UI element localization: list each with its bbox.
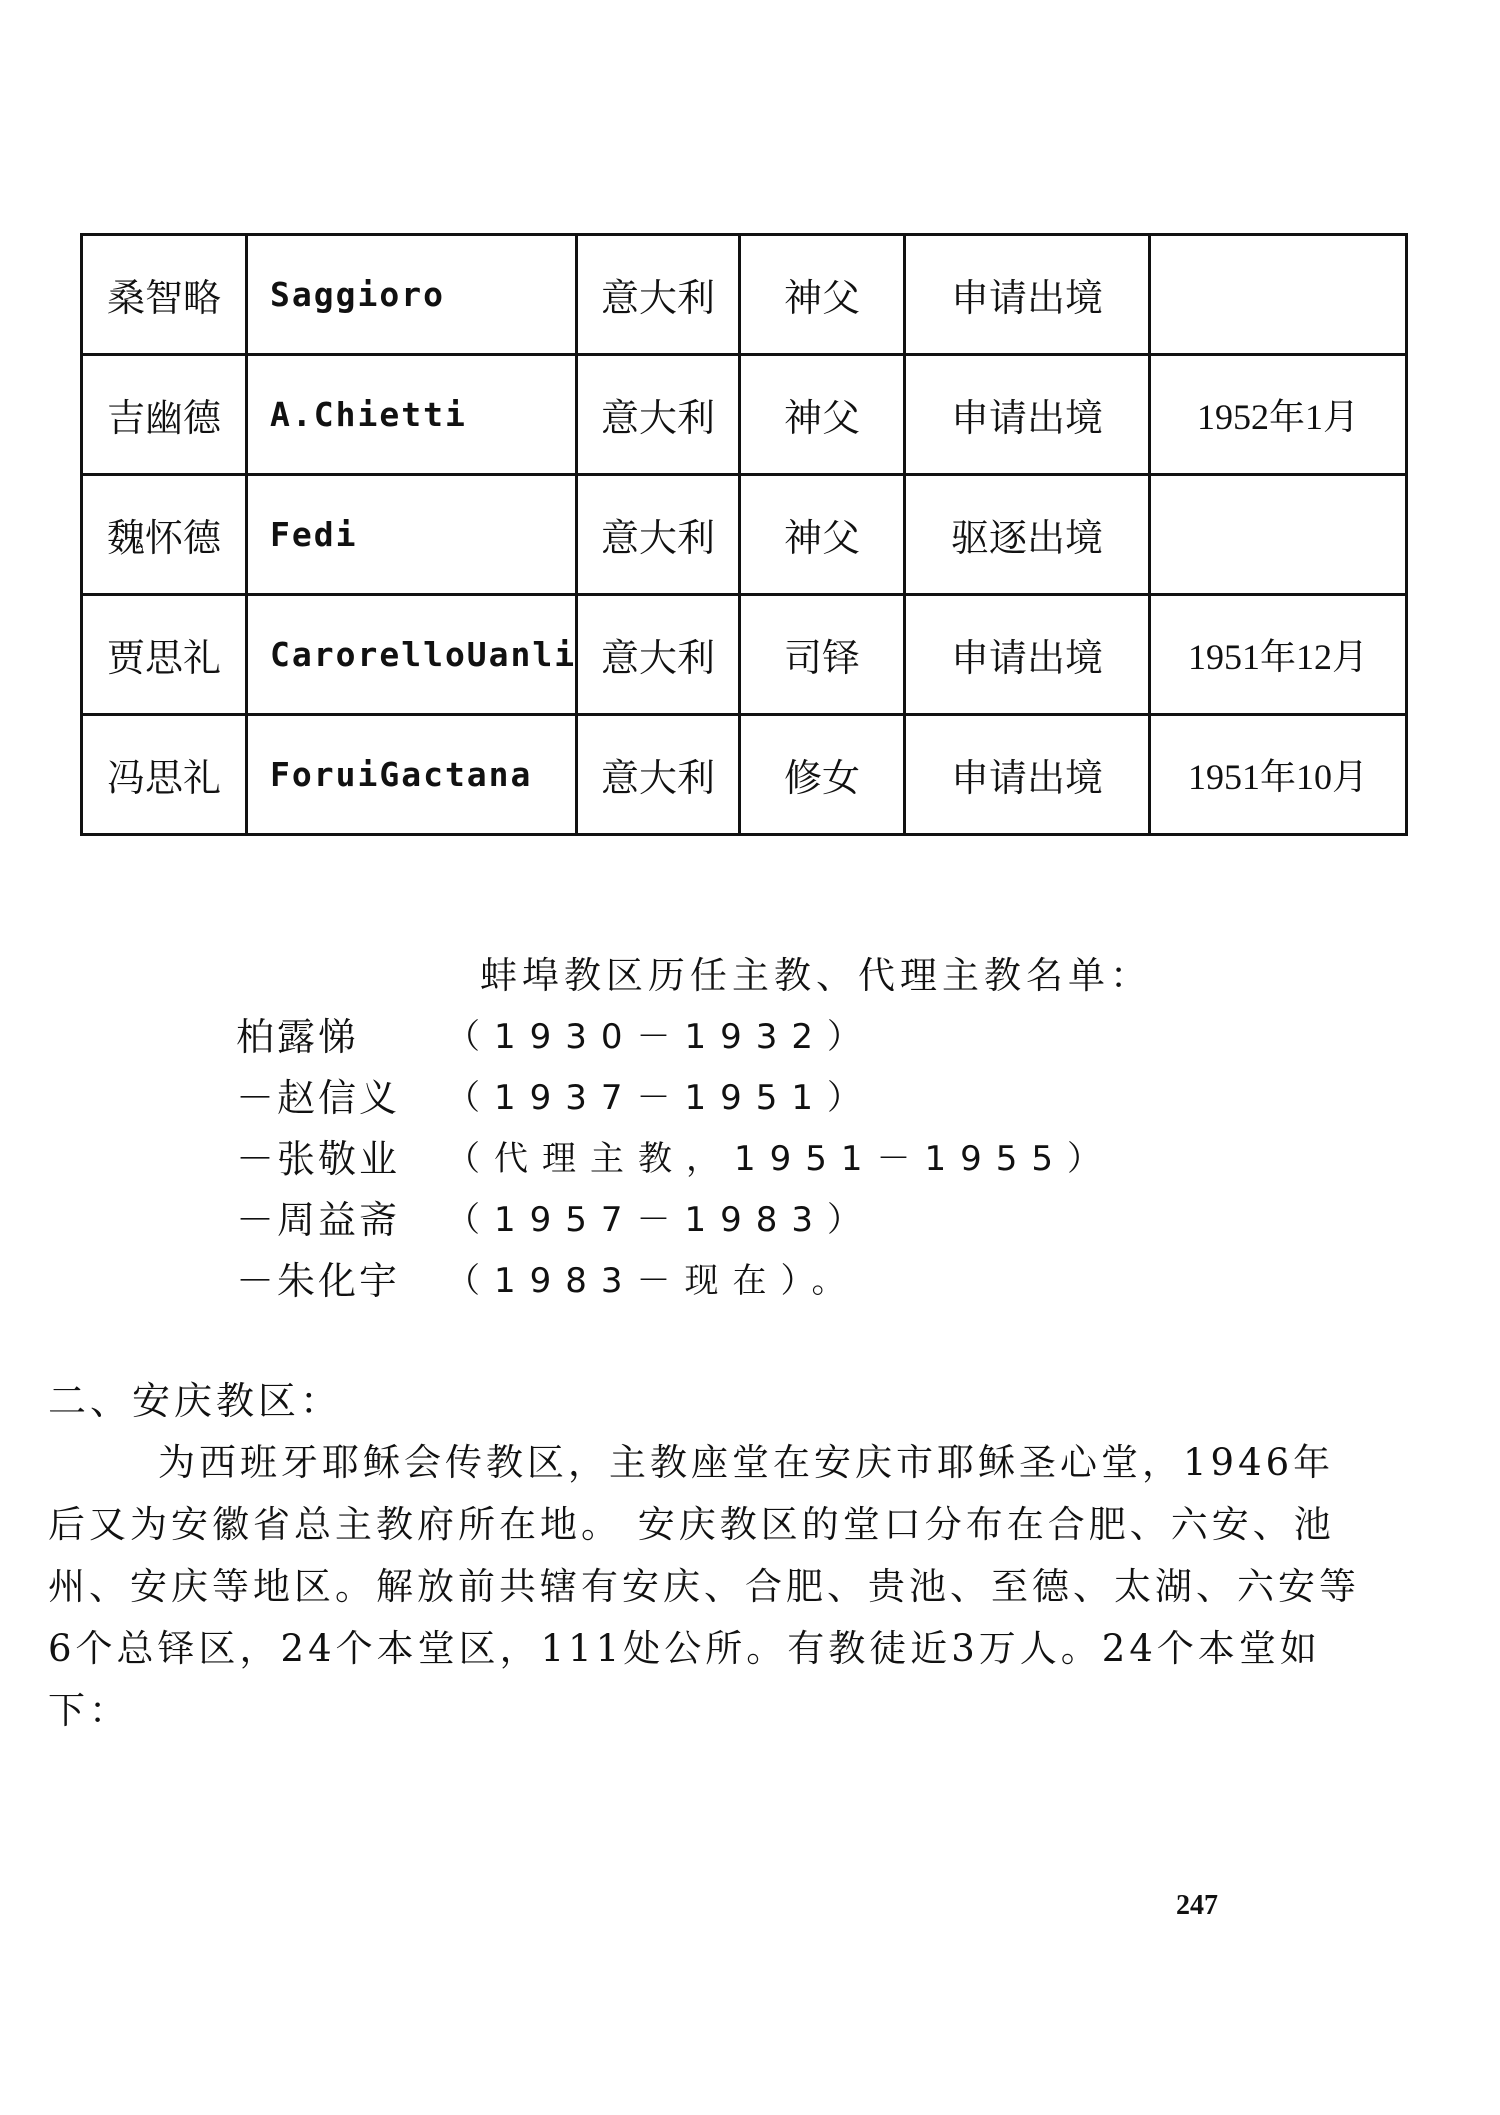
bishop-name: －张敬业 — [236, 1137, 401, 1181]
nationality-cell: 意大利 — [577, 715, 740, 835]
date-cell — [1150, 475, 1407, 595]
bishop-name: －周益斋 — [236, 1198, 401, 1242]
bishop-list-item — [236, 1064, 1115, 1125]
table-row — [82, 235, 1407, 355]
chinese-name-cell: 桑智略 — [82, 235, 247, 355]
table-row — [82, 475, 1407, 595]
role-cell: 神父 — [740, 355, 905, 475]
latin-name-cell: CarorelloUanli — [247, 595, 577, 715]
bishop-list-item — [236, 1186, 1115, 1247]
bishop-list-item — [236, 1125, 1115, 1186]
bishop-list — [236, 1003, 1115, 1308]
body-paragraph — [48, 1432, 1368, 1742]
status-cell: 申请出境 — [905, 235, 1150, 355]
nationality-cell: 意大利 — [577, 235, 740, 355]
latin-name-cell: ForuiGactana — [247, 715, 577, 835]
missionary-table — [80, 233, 1408, 836]
status-cell: 申请出境 — [905, 595, 1150, 715]
bishop-name: 柏露悌 — [236, 1015, 360, 1059]
status-cell: 申请出境 — [905, 355, 1150, 475]
status-cell: 驱逐出境 — [905, 475, 1150, 595]
role-cell: 修女 — [740, 715, 905, 835]
missionary-table-wrapper — [80, 233, 1405, 836]
role-cell: 司铎 — [740, 595, 905, 715]
chinese-name-cell: 贾思礼 — [82, 595, 247, 715]
nationality-cell: 意大利 — [577, 475, 740, 595]
latin-name-cell: A.Chietti — [247, 355, 577, 475]
date-cell: 1952年1月 — [1150, 355, 1407, 475]
latin-name-cell: Saggioro — [247, 235, 577, 355]
role-cell: 神父 — [740, 475, 905, 595]
chinese-name-cell: 冯思礼 — [82, 715, 247, 835]
bishop-years: （1937－1951） — [446, 1078, 876, 1118]
nationality-cell: 意大利 — [577, 355, 740, 475]
chinese-name-cell: 吉幽德 — [82, 355, 247, 475]
bishop-years: （1957－1983） — [446, 1200, 876, 1240]
bishop-years: （1930－1932） — [446, 1017, 876, 1057]
table-row — [82, 715, 1407, 835]
role-cell: 神父 — [740, 235, 905, 355]
bishop-list-item — [236, 1247, 1115, 1308]
chinese-name-cell: 魏怀德 — [82, 475, 247, 595]
page-number: 247 — [1176, 1890, 1218, 1921]
bishop-name: －朱化宇 — [236, 1259, 401, 1303]
nationality-cell: 意大利 — [577, 595, 740, 715]
table-row — [82, 595, 1407, 715]
bishop-name: －赵信义 — [236, 1076, 401, 1120]
latin-name-cell: Fedi — [247, 475, 577, 595]
bishop-list-title: 蚌埠教区历任主教、代理主教名单： — [480, 954, 1152, 997]
table-row — [82, 355, 1407, 475]
bishop-years: （1983－现在）。 — [446, 1261, 860, 1301]
date-cell — [1150, 235, 1407, 355]
date-cell: 1951年10月 — [1150, 715, 1407, 835]
status-cell: 申请出境 — [905, 715, 1150, 835]
date-cell: 1951年12月 — [1150, 595, 1407, 715]
section-heading: 二、安庆教区： — [48, 1379, 343, 1423]
bishop-years: （代理主教，1951－1955） — [446, 1139, 1116, 1179]
paragraph-text: 为西班牙耶稣会传教区，主教座堂在安庆市耶稣圣心堂，1946年后又为安徽省总主教府所在地。 安庆教区的堂口分布在合肥、六安、池州、安庆等地区。解放前共辖有安庆、合肥、贵池、至德、太湖、六安等6个总铎区，24个本堂区，111处公所。有教徒近3万人。24个本堂如下： — [48, 1441, 1360, 1732]
bishop-list-item — [236, 1003, 1115, 1064]
